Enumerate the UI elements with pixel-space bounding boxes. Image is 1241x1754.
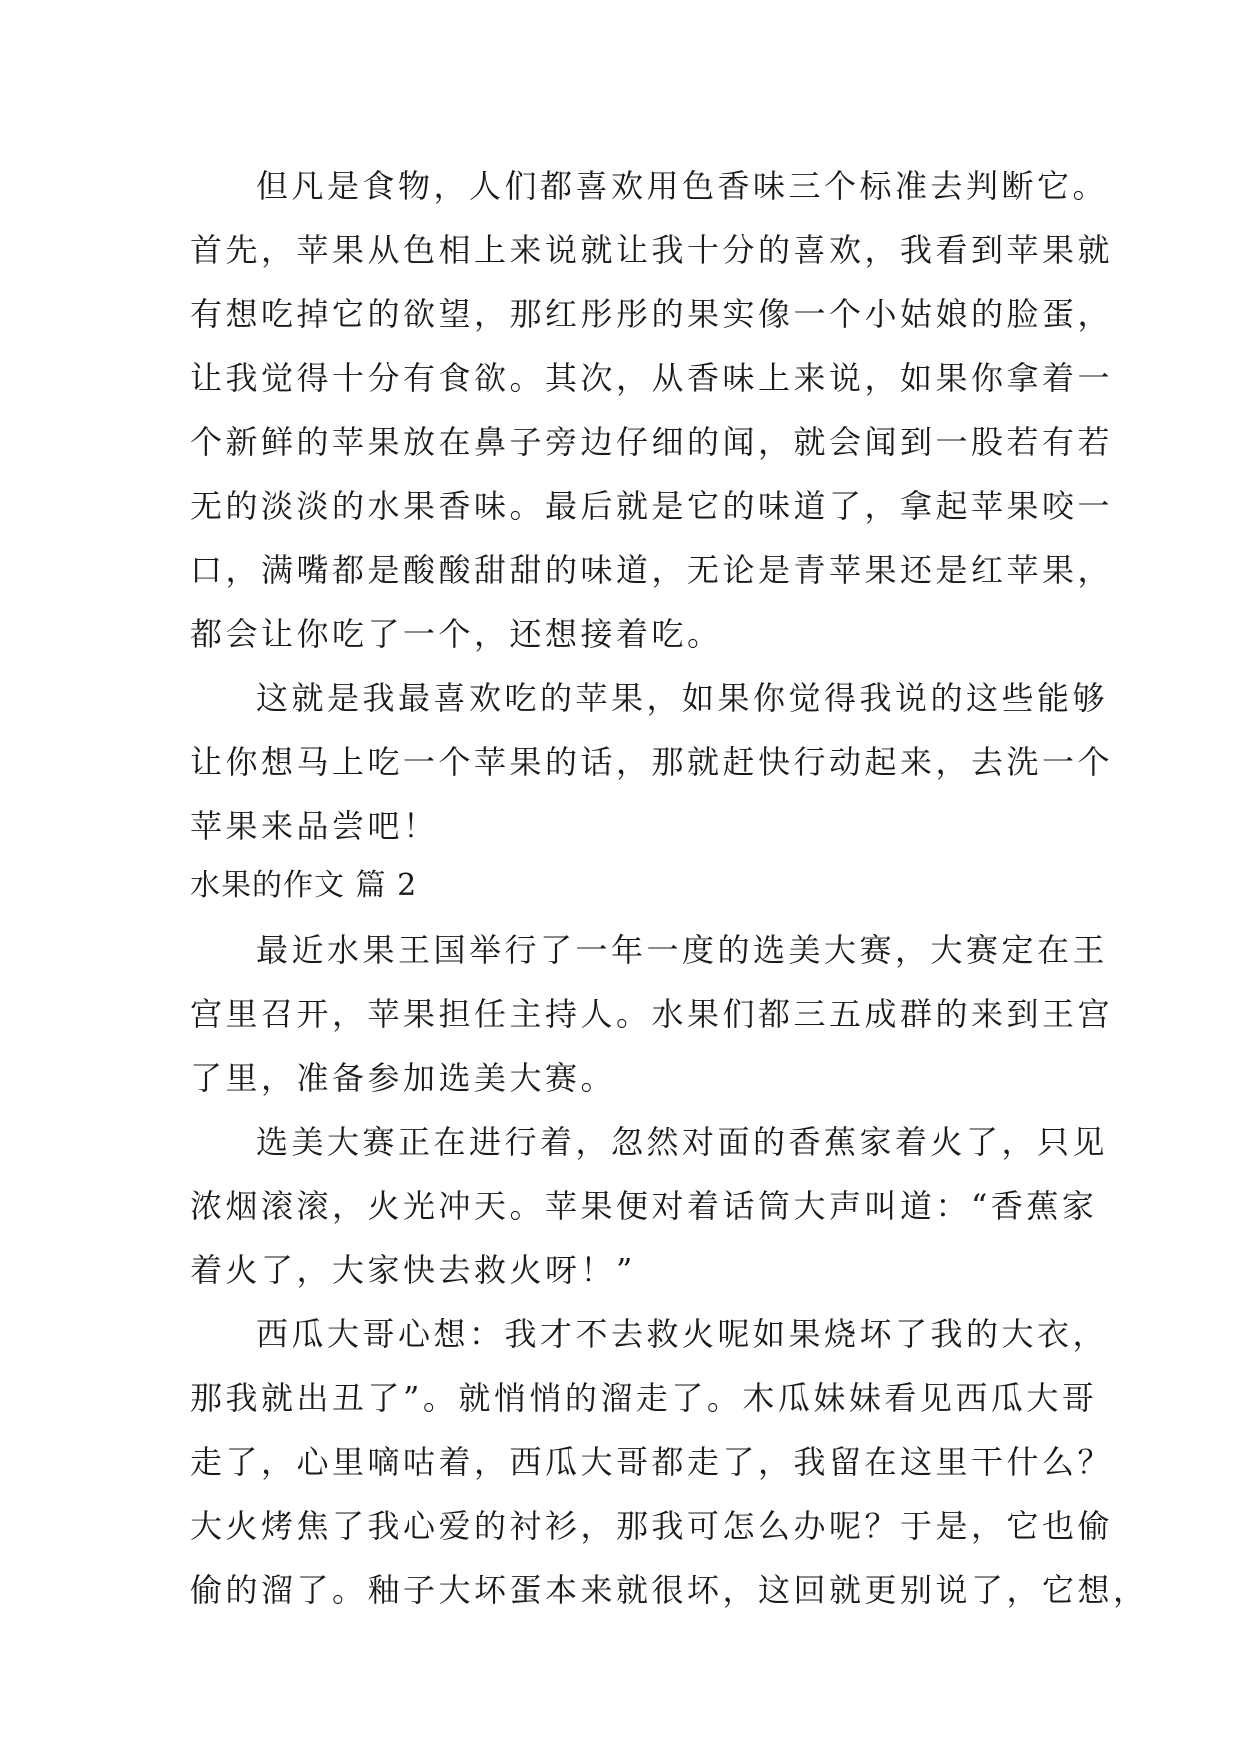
paragraph-line: 宫里召开，苹果担任主持人。水果们都三五成群的来到王宫 bbox=[190, 995, 1114, 1033]
paragraph-line: 浓烟滚滚，火光冲天。苹果便对着话筒大声叫道：“香蕉家 bbox=[190, 1187, 1098, 1225]
paragraph-line: 但凡是食物，人们都喜欢用色香味三个标准去判断它。 bbox=[256, 167, 1109, 205]
paragraph-line: 无的淡淡的水果香味。最后就是它的味道了，拿起苹果咬一 bbox=[190, 487, 1114, 525]
paragraph-line: 口，满嘴都是酸酸甜甜的味道，无论是青苹果还是红苹果， bbox=[190, 551, 1114, 589]
paragraph-line: 这就是我最喜欢吃的苹果，如果你觉得我说的这些能够 bbox=[256, 679, 1109, 717]
paragraph-line: 偷的溜了。釉子大坏蛋本来就很坏，这回就更别说了，它想， bbox=[190, 1571, 1149, 1609]
paragraph-line: 西瓜大哥心想：我才不去救火呢如果烧坏了我的大衣， bbox=[256, 1315, 1109, 1353]
paragraph-line: 让你想马上吃一个苹果的话，那就赶快行动起来，去洗一个 bbox=[190, 743, 1114, 781]
paragraph-line: 选美大赛正在进行着，忽然对面的香蕉家着火了，只见 bbox=[256, 1123, 1109, 1161]
paragraph-line: 最近水果王国举行了一年一度的选美大赛，大赛定在王 bbox=[256, 931, 1109, 969]
paragraph-line: 苹果来品尝吧！ bbox=[190, 807, 439, 845]
paragraph-line: 大火烤焦了我心爱的衬衫，那我可怎么办呢？于是，它也偷 bbox=[190, 1507, 1114, 1545]
section-2-heading: 水果的作文 篇 2 bbox=[190, 868, 418, 903]
paragraph-line: 首先，苹果从色相上来说就让我十分的喜欢，我看到苹果就 bbox=[190, 231, 1114, 269]
paragraph-line: 走了，心里嘀咕着，西瓜大哥都走了，我留在这里干什么？ bbox=[190, 1443, 1114, 1481]
paragraph-line: 个新鲜的苹果放在鼻子旁边仔细的闻，就会闻到一股若有若 bbox=[190, 423, 1114, 461]
paragraph-line: 都会让你吃了一个，还想接着吃。 bbox=[190, 615, 723, 653]
section-1-body bbox=[190, 154, 1114, 858]
section-2-body bbox=[190, 918, 1149, 1622]
paragraph-line: 着火了，大家快去救火呀！” bbox=[190, 1251, 636, 1289]
paragraph-line: 了里，准备参加选美大赛。 bbox=[190, 1059, 617, 1097]
paragraph-line: 有想吃掉它的欲望，那红彤彤的果实像一个小姑娘的脸蛋， bbox=[190, 295, 1114, 333]
paragraph-line: 那我就出丑了”。就悄悄的溜走了。木瓜妹妹看见西瓜大哥 bbox=[190, 1379, 1098, 1417]
paragraph-line: 让我觉得十分有食欲。其次，从香味上来说，如果你拿着一 bbox=[190, 359, 1114, 397]
